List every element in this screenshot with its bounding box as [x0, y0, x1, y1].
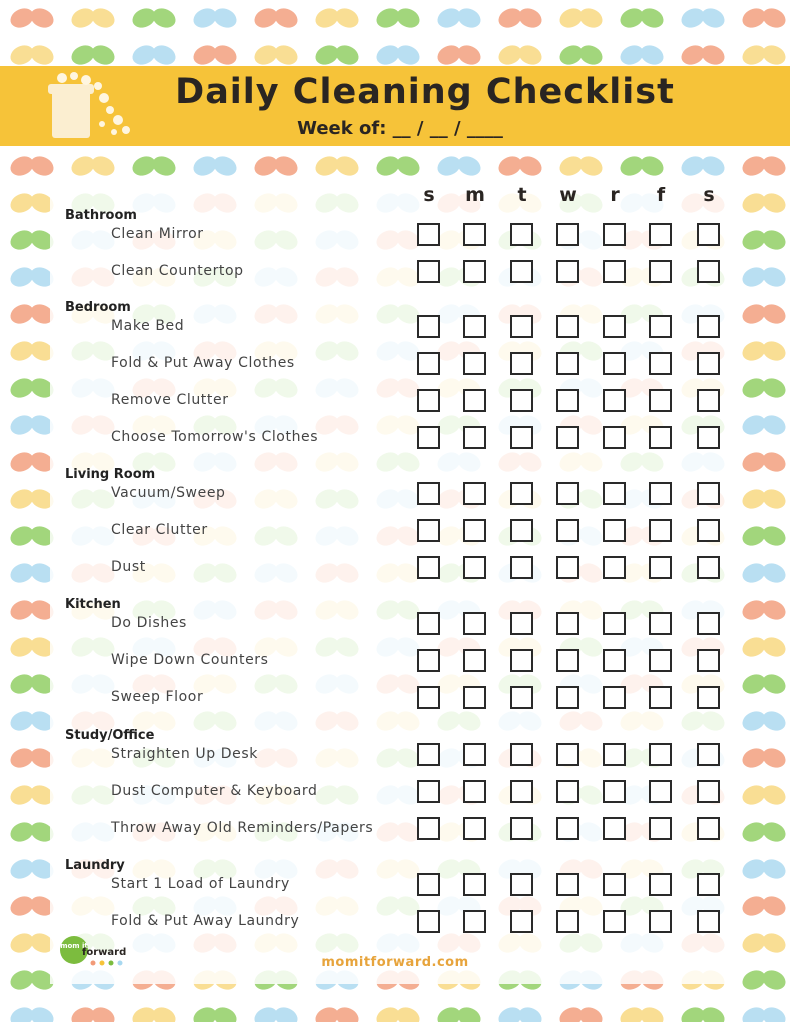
leaf-pair-icon: [434, 1004, 483, 1022]
task-checkbox[interactable]: [649, 612, 672, 635]
task-checkbox[interactable]: [417, 260, 440, 283]
task-checkbox[interactable]: [556, 315, 579, 338]
leaf-pair-icon: [68, 5, 117, 31]
task-checkbox[interactable]: [603, 315, 626, 338]
task-checkbox[interactable]: [649, 556, 672, 579]
task-checkbox[interactable]: [463, 315, 486, 338]
task-checkbox[interactable]: [463, 649, 486, 672]
leaf-pair-icon: [129, 5, 178, 31]
task-checkbox[interactable]: [697, 260, 720, 283]
task-label: Vacuum/Sweep: [111, 485, 226, 501]
task-checkbox[interactable]: [417, 426, 440, 449]
task-checkbox[interactable]: [463, 426, 486, 449]
category-heading: Kitchen: [65, 597, 121, 612]
leaf-pair-icon: [434, 5, 483, 31]
task-checkbox[interactable]: [463, 482, 486, 505]
task-checkbox[interactable]: [417, 743, 440, 766]
checklist-panel: [50, 176, 740, 984]
task-checkbox[interactable]: [603, 352, 626, 375]
day-header-2: t: [517, 184, 527, 206]
task-checkbox[interactable]: [463, 817, 486, 840]
task-checkbox[interactable]: [697, 817, 720, 840]
leaf-pair-icon: [739, 856, 788, 882]
leaf-pair-icon: [739, 264, 788, 290]
leaf-pair-icon: [251, 1004, 300, 1022]
task-checkbox[interactable]: [697, 649, 720, 672]
leaf-pair-icon: [617, 42, 666, 68]
task-checkbox[interactable]: [649, 519, 672, 542]
logo-word: forward: [82, 947, 127, 958]
leaf-pair-icon: [739, 671, 788, 697]
leaf-pair-icon: [7, 1004, 56, 1022]
task-checkbox[interactable]: [510, 686, 533, 709]
task-checkbox[interactable]: [697, 315, 720, 338]
task-checkbox[interactable]: [463, 352, 486, 375]
task-checkbox[interactable]: [697, 910, 720, 933]
task-checkbox[interactable]: [603, 426, 626, 449]
task-label: Dust: [111, 559, 146, 575]
leaf-pair-icon: [556, 5, 605, 31]
leaf-pair-icon: [739, 745, 788, 771]
leaf-pair-icon: [739, 42, 788, 68]
day-header-6: s: [703, 184, 715, 206]
day-header-3: w: [559, 184, 577, 206]
task-checkbox[interactable]: [556, 556, 579, 579]
task-checkbox[interactable]: [697, 743, 720, 766]
task-checkbox[interactable]: [463, 873, 486, 896]
task-label: Clean Countertop: [111, 263, 244, 279]
task-checkbox[interactable]: [510, 352, 533, 375]
week-of-field: Week of: __ / __ / ____: [297, 118, 503, 139]
task-checkbox[interactable]: [510, 260, 533, 283]
leaf-pair-icon: [190, 5, 239, 31]
day-header-5: f: [656, 184, 666, 206]
leaf-pair-icon: [556, 42, 605, 68]
task-checkbox[interactable]: [417, 519, 440, 542]
leaf-pair-icon: [251, 42, 300, 68]
category-heading: Laundry: [65, 858, 125, 873]
task-checkbox[interactable]: [603, 612, 626, 635]
task-checkbox[interactable]: [510, 910, 533, 933]
task-checkbox[interactable]: [463, 910, 486, 933]
task-checkbox[interactable]: [603, 780, 626, 803]
task-checkbox[interactable]: [510, 482, 533, 505]
task-label: Make Bed: [111, 318, 185, 334]
leaf-pair-icon: [739, 375, 788, 401]
task-checkbox[interactable]: [417, 910, 440, 933]
leaf-pair-icon: [739, 819, 788, 845]
leaf-pair-icon: [190, 42, 239, 68]
task-checkbox[interactable]: [417, 556, 440, 579]
category-heading: Study/Office: [65, 728, 155, 743]
logo-circle: mom it: [60, 936, 88, 964]
leaf-pair-icon: [739, 5, 788, 31]
leaf-pair-icon: [678, 42, 727, 68]
task-checkbox[interactable]: [649, 910, 672, 933]
leaf-pair-icon: [739, 301, 788, 327]
page-title: Daily Cleaning Checklist: [175, 72, 675, 112]
task-checkbox[interactable]: [697, 389, 720, 412]
task-checkbox[interactable]: [463, 519, 486, 542]
task-checkbox[interactable]: [510, 780, 533, 803]
task-checkbox[interactable]: [603, 873, 626, 896]
leaf-pair-icon: [739, 1004, 788, 1022]
day-header-4: r: [610, 184, 620, 206]
task-checkbox[interactable]: [603, 519, 626, 542]
leaf-pair-icon: [739, 708, 788, 734]
task-checkbox[interactable]: [603, 743, 626, 766]
leaf-pair-icon: [556, 1004, 605, 1022]
task-checkbox[interactable]: [649, 686, 672, 709]
task-checkbox[interactable]: [556, 519, 579, 542]
leaf-pair-icon: [7, 5, 56, 31]
task-checkbox[interactable]: [697, 223, 720, 246]
leaf-pair-icon: [312, 1004, 361, 1022]
leaf-pair-icon: [129, 1004, 178, 1022]
task-checkbox[interactable]: [556, 817, 579, 840]
task-checkbox[interactable]: [556, 389, 579, 412]
task-checkbox[interactable]: [510, 612, 533, 635]
footer-url: momitforward.com: [321, 955, 469, 970]
task-checkbox[interactable]: [697, 482, 720, 505]
task-checkbox[interactable]: [603, 686, 626, 709]
task-checkbox[interactable]: [556, 223, 579, 246]
leaf-pair-icon: [739, 153, 788, 179]
task-checkbox[interactable]: [463, 743, 486, 766]
task-label: Wipe Down Counters: [111, 652, 269, 668]
leaf-pair-icon: [495, 42, 544, 68]
task-checkbox[interactable]: [603, 910, 626, 933]
task-checkbox[interactable]: [417, 352, 440, 375]
task-checkbox[interactable]: [649, 352, 672, 375]
task-checkbox[interactable]: [463, 686, 486, 709]
leaf-pair-icon: [739, 782, 788, 808]
leaf-pair-icon: [495, 5, 544, 31]
title-banner: [0, 66, 790, 146]
leaf-pair-icon: [739, 338, 788, 364]
task-checkbox[interactable]: [510, 223, 533, 246]
leaf-pair-icon: [251, 5, 300, 31]
task-checkbox[interactable]: [510, 389, 533, 412]
leaf-pair-icon: [617, 5, 666, 31]
day-header-0: s: [423, 184, 435, 206]
task-label: Remove Clutter: [111, 392, 229, 408]
task-checkbox[interactable]: [556, 910, 579, 933]
task-checkbox[interactable]: [697, 780, 720, 803]
category-heading: Bedroom: [65, 300, 131, 315]
leaf-pair-icon: [312, 5, 361, 31]
task-checkbox[interactable]: [463, 556, 486, 579]
task-label: Start 1 Load of Laundry: [111, 876, 290, 892]
task-checkbox[interactable]: [649, 482, 672, 505]
leaf-pair-icon: [739, 412, 788, 438]
task-label: Dust Computer & Keyboard: [111, 783, 318, 799]
task-label: Do Dishes: [111, 615, 187, 631]
task-checkbox[interactable]: [603, 556, 626, 579]
leaf-pair-icon: [739, 190, 788, 216]
leaf-pair-icon: [68, 1004, 117, 1022]
leaf-pair-icon: [373, 1004, 422, 1022]
task-checkbox[interactable]: [417, 686, 440, 709]
leaf-pair-icon: [312, 42, 361, 68]
leaf-pair-icon: [739, 449, 788, 475]
leaf-pair-icon: [373, 5, 422, 31]
task-checkbox[interactable]: [510, 649, 533, 672]
task-checkbox[interactable]: [510, 315, 533, 338]
task-checkbox[interactable]: [697, 426, 720, 449]
task-checkbox[interactable]: [556, 612, 579, 635]
task-checkbox[interactable]: [510, 519, 533, 542]
task-checkbox[interactable]: [697, 686, 720, 709]
task-checkbox[interactable]: [697, 352, 720, 375]
task-checkbox[interactable]: [649, 426, 672, 449]
task-label: Fold & Put Away Clothes: [111, 355, 295, 371]
task-checkbox[interactable]: [417, 482, 440, 505]
task-checkbox[interactable]: [603, 649, 626, 672]
task-label: Sweep Floor: [111, 689, 204, 705]
task-checkbox[interactable]: [510, 426, 533, 449]
task-checkbox[interactable]: [697, 612, 720, 635]
task-label: Straighten Up Desk: [111, 746, 258, 762]
task-label: Fold & Put Away Laundry: [111, 913, 300, 929]
task-checkbox[interactable]: [649, 873, 672, 896]
task-checkbox[interactable]: [417, 780, 440, 803]
leaf-pair-icon: [190, 1004, 239, 1022]
leaf-pair-icon: [739, 486, 788, 512]
leaf-pair-icon: [617, 1004, 666, 1022]
task-checkbox[interactable]: [417, 223, 440, 246]
leaf-pair-icon: [434, 42, 483, 68]
task-checkbox[interactable]: [417, 612, 440, 635]
task-checkbox[interactable]: [603, 223, 626, 246]
task-checkbox[interactable]: [417, 315, 440, 338]
day-header-1: m: [465, 184, 485, 206]
leaf-pair-icon: [739, 634, 788, 660]
task-checkbox[interactable]: [697, 519, 720, 542]
task-checkbox[interactable]: [649, 389, 672, 412]
task-checkbox[interactable]: [556, 649, 579, 672]
leaf-pair-icon: [7, 42, 56, 68]
task-checkbox[interactable]: [510, 556, 533, 579]
task-checkbox[interactable]: [556, 482, 579, 505]
task-checkbox[interactable]: [417, 649, 440, 672]
category-heading: Living Room: [65, 467, 156, 482]
leaf-pair-icon: [739, 967, 788, 993]
task-checkbox[interactable]: [603, 389, 626, 412]
leaf-pair-icon: [739, 523, 788, 549]
task-checkbox[interactable]: [649, 649, 672, 672]
task-checkbox[interactable]: [649, 743, 672, 766]
task-checkbox[interactable]: [556, 873, 579, 896]
task-checkbox[interactable]: [463, 780, 486, 803]
task-checkbox[interactable]: [649, 223, 672, 246]
task-checkbox[interactable]: [556, 260, 579, 283]
task-checkbox[interactable]: [649, 780, 672, 803]
task-checkbox[interactable]: [556, 743, 579, 766]
task-checkbox[interactable]: [510, 743, 533, 766]
task-checkbox[interactable]: [463, 223, 486, 246]
task-label: Clear Clutter: [111, 522, 208, 538]
leaf-pair-icon: [678, 5, 727, 31]
leaf-pair-icon: [68, 42, 117, 68]
leaf-pair-icon: [373, 42, 422, 68]
task-label: Choose Tomorrow's Clothes: [111, 429, 319, 445]
task-checkbox[interactable]: [463, 612, 486, 635]
leaf-pair-icon: [739, 560, 788, 586]
task-checkbox[interactable]: [603, 817, 626, 840]
leaf-pair-icon: [495, 1004, 544, 1022]
leaf-pair-icon: [129, 42, 178, 68]
category-heading: Bathroom: [65, 208, 137, 223]
task-checkbox[interactable]: [649, 315, 672, 338]
task-label: Throw Away Old Reminders/Papers: [111, 820, 374, 836]
task-checkbox[interactable]: [556, 686, 579, 709]
task-checkbox[interactable]: [463, 260, 486, 283]
task-label: Clean Mirror: [111, 226, 204, 242]
task-checkbox[interactable]: [510, 817, 533, 840]
task-checkbox[interactable]: [417, 817, 440, 840]
task-checkbox[interactable]: [417, 873, 440, 896]
leaf-pair-icon: [739, 893, 788, 919]
task-checkbox[interactable]: [603, 482, 626, 505]
task-checkbox[interactable]: [649, 817, 672, 840]
task-checkbox[interactable]: [556, 352, 579, 375]
task-checkbox[interactable]: [417, 389, 440, 412]
leaf-pair-icon: [739, 597, 788, 623]
leaf-pair-icon: [739, 227, 788, 253]
leaf-pair-icon: [739, 930, 788, 956]
task-checkbox[interactable]: [649, 260, 672, 283]
task-checkbox[interactable]: [697, 556, 720, 579]
task-checkbox[interactable]: [697, 873, 720, 896]
task-checkbox[interactable]: [463, 389, 486, 412]
task-checkbox[interactable]: [510, 873, 533, 896]
task-checkbox[interactable]: [556, 426, 579, 449]
task-checkbox[interactable]: [556, 780, 579, 803]
leaf-pair-icon: [678, 1004, 727, 1022]
task-checkbox[interactable]: [603, 260, 626, 283]
